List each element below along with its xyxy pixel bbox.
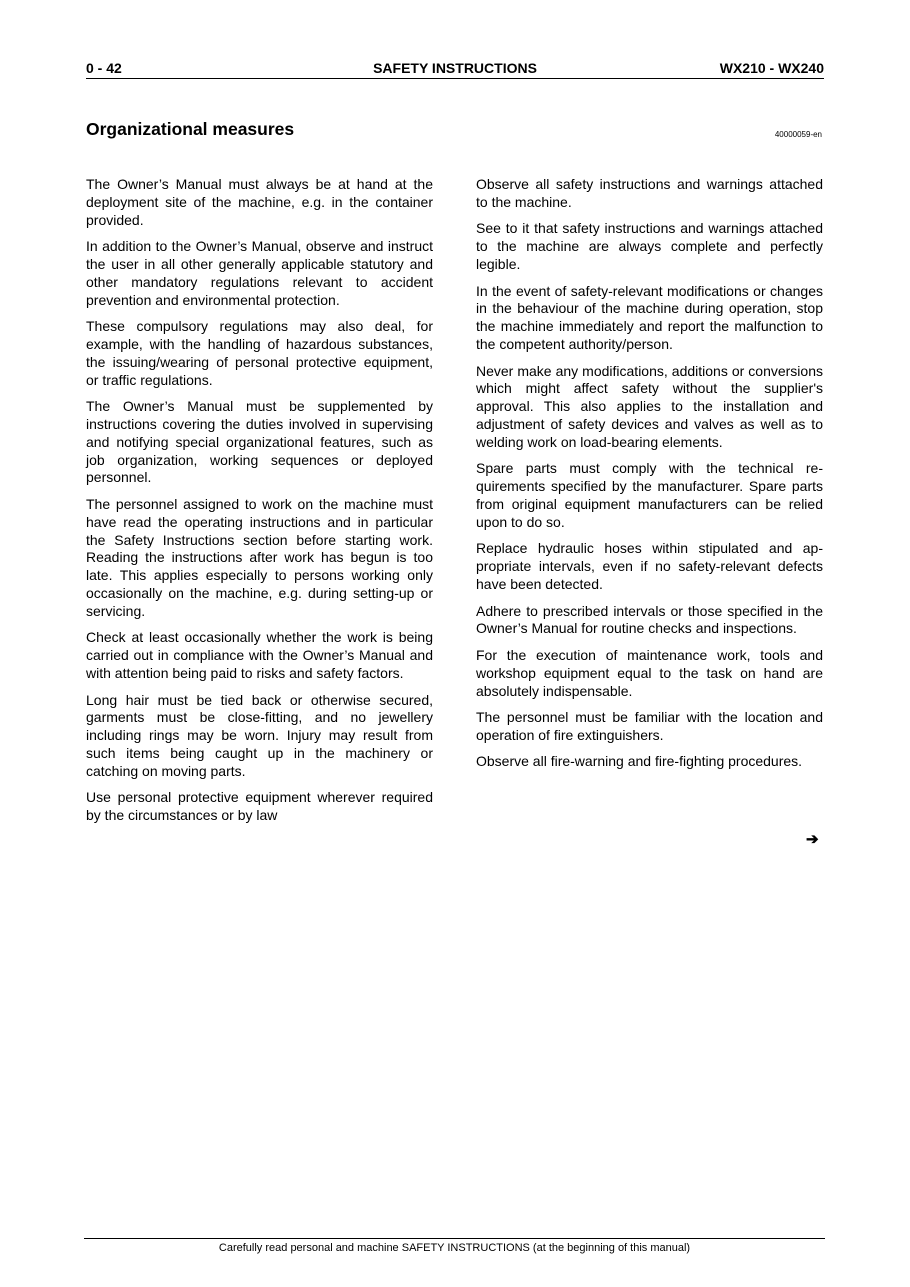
paragraph: In the event of safety-relevant modifications or changes in the behaviour of the machine during operation, stop the machine immediately and report the malfunction to the competent authority/person. (476, 282, 823, 352)
section-title: SAFETY INSTRUCTIONS (373, 60, 537, 76)
document-id: 40000059-en (774, 130, 822, 139)
paragraph: These compulsory regulations may also deal, for example, with the handling of hazardous substances, the issuing/wearing of personal protective equipment, or traffic regulations. (86, 318, 433, 388)
paragraph: For the execution of maintenance work, tools and workshop equipment equal to the task on hand are absolutely indispensable. (476, 646, 823, 699)
page-number: 0 - 42 (86, 60, 122, 76)
paragraph: Check at least occasionally whether the work is being carried out in compliance with the Owner’s Manual and with attention being paid to risks and safety factors. (86, 629, 433, 681)
continue-arrow-icon: ➔ (806, 831, 819, 848)
left-column (86, 176, 433, 834)
paragraph: The Owner’s Manual must be supplemented by instructions covering the duties involved in supervising and notifying special organizational features, such as job organization, working sequences or deployed personnel. (86, 398, 433, 486)
paragraph: See to it that safety instructions and warnings attached to the machine are always complete and perfectly legible. (476, 220, 823, 272)
paragraph: Never make any modifications, additions or conversions which might affect safety without the supplier's approval. This also applies to the installation and adjustment of safety devices and valves as well as to welding work on load-bearing elements. (476, 362, 823, 450)
paragraph: The Owner’s Manual must always be at hand at the deployment site of the machine, e.g. in the container provided. (86, 176, 433, 228)
footer-divider (84, 1238, 825, 1239)
paragraph: Observe all fire-warning and fire-fighting procedures. (476, 753, 803, 770)
page-title: Organizational measures (86, 119, 295, 139)
paragraph: Long hair must be tied back or otherwise secured, garments must be close-fitting, and no jewellery including rings may be worn. Injury may result from such items being caught up in the machinery or catching on moving parts. (86, 691, 433, 779)
paragraph: Replace hydraulic hoses within stipulated and appropriate intervals, even if no safety-relevant defects have been detected. (476, 540, 823, 592)
right-column (476, 176, 823, 780)
paragraph: In addition to the Owner’s Manual, observe and instruct the user in all other generally applicable statutory and other mandatory regulations relevant to accident prevention and environmental protection. (86, 238, 433, 308)
page-header (86, 58, 824, 79)
paragraph: Observe all safety instructions and warnings attached to the machine. (476, 176, 823, 210)
paragraph: The personnel assigned to work on the machine must have read the operating instructions and in particular the Safety Instructions section before starting work. Reading the instructions after work has begun is too late. This applies especially to persons working only occasionally on the machine, e.g. during setting-up or servicing. (86, 495, 433, 619)
paragraph: The personnel must be familiar with the location and operation of fire extinguishers. (476, 709, 823, 743)
paragraph: Adhere to prescribed intervals or those specified in the Owner’s Manual for routine checks and inspections. (476, 602, 823, 637)
paragraph: Spare parts must comply with the technical requirements specified by the manufacturer. Spare parts from original equipment manufacturers can be relied upon to do so. (476, 460, 823, 530)
model-name: WX210 - WX240 (719, 60, 824, 76)
paragraph: Use personal protective equipment wherever required by the circumstances or by law (86, 789, 433, 824)
page-footer: Carefully read personal and machine SAFETY INSTRUCTIONS (at the beginning of this manual) (218, 1242, 691, 1254)
